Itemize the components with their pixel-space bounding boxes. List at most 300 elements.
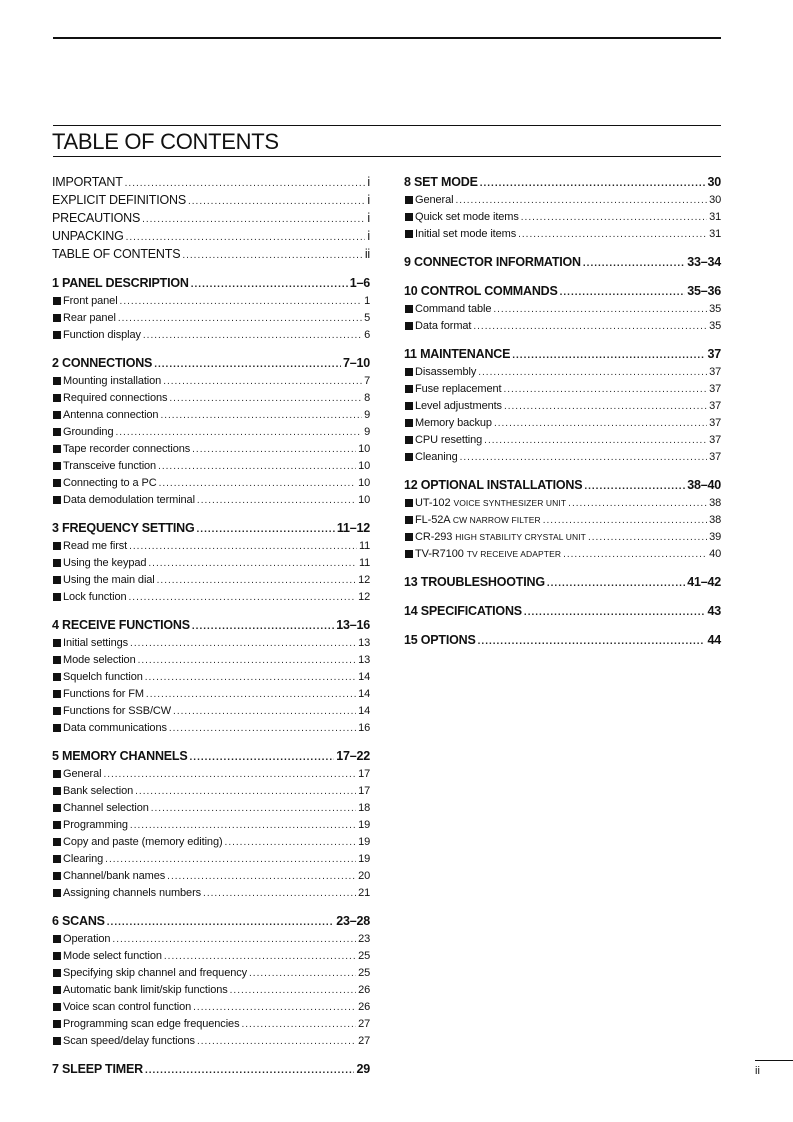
- toc-subsection-entry-page: 38: [709, 497, 721, 509]
- dot-leader: [130, 818, 356, 834]
- toc-subsection-entry-caption: HIGH STABILITY CRYSTAL UNIT: [455, 532, 586, 542]
- toc-section-heading-label-text: 4 RECEIVE FUNCTIONS: [52, 618, 190, 632]
- toc-subsection-entry-label: [63, 555, 146, 571]
- toc-subsection-entry[interactable]: [52, 555, 370, 572]
- toc-subsection-entry-label: [63, 635, 128, 651]
- dot-leader: [473, 319, 707, 335]
- toc-subsection-entry-page: 31: [709, 228, 721, 240]
- toc-section-heading-label-text: 2 CONNECTIONS: [52, 356, 153, 370]
- toc-subsection-entry[interactable]: [52, 999, 370, 1016]
- dot-leader: [197, 522, 335, 538]
- toc-subsection-entry-label: [63, 783, 133, 799]
- toc-left-column: [52, 174, 370, 1079]
- toc-subsection-entry[interactable]: [52, 686, 370, 703]
- toc-subsection-entry-label: [63, 424, 113, 440]
- toc-subsection-entry-page: 26: [358, 984, 370, 996]
- toc-section-heading-label-text: 10 CONTROL COMMANDS: [404, 284, 558, 298]
- dot-leader: [125, 176, 366, 192]
- toc-section-heading-page: 37: [707, 347, 721, 361]
- toc-subsection-entry-page: 11: [358, 557, 370, 569]
- toc-subsection-entry-page: 13: [358, 654, 370, 666]
- toc-front-matter-entry-label-text: IMPORTANT: [52, 175, 123, 189]
- toc-subsection-entry-label: [63, 686, 144, 702]
- toc-front-matter-entry[interactable]: [52, 192, 370, 210]
- toc-section: [52, 913, 370, 1050]
- toc-subsection-entry-label: [63, 817, 128, 833]
- toc-subsection-entry[interactable]: [52, 441, 370, 458]
- toc-section-heading-label: [52, 617, 190, 633]
- toc-front-matter-entry-label: [52, 228, 124, 244]
- toc-section-heading[interactable]: [52, 748, 370, 766]
- toc-subsection-entry-label: [415, 209, 519, 225]
- toc-subsection-entry-label-text: Disassembly: [415, 366, 477, 378]
- dot-leader: [105, 852, 356, 868]
- toc-subsection-entry-label: [63, 441, 190, 457]
- toc-subsection-entry[interactable]: [52, 766, 370, 783]
- toc-subsection-entry-label: [415, 415, 492, 431]
- toc-subsection-entry-page: 27: [358, 1035, 370, 1047]
- toc-subsection-entry[interactable]: [404, 209, 721, 226]
- dot-leader: [563, 547, 707, 563]
- dot-leader: [583, 256, 685, 272]
- toc-section: [404, 574, 721, 592]
- dot-leader: [455, 193, 707, 209]
- toc-section-heading-label-text: 9 CONNECTOR INFORMATION: [404, 255, 581, 269]
- toc-section-heading[interactable]: [404, 283, 721, 301]
- dot-leader: [151, 801, 356, 817]
- toc-subsection-entry-label-text: Level adjustments: [415, 400, 502, 412]
- toc-section-heading-page: 7–10: [342, 356, 370, 370]
- toc-subsection-entry[interactable]: [404, 381, 721, 398]
- dot-leader: [129, 590, 357, 606]
- toc-subsection-entry-page: 21: [358, 887, 370, 899]
- toc-subsection-entry-page: 37: [709, 451, 721, 463]
- toc-section: [52, 275, 370, 344]
- toc-subsection-entry-label-text: Channel/bank names: [63, 870, 166, 882]
- dot-leader: [145, 670, 356, 686]
- toc-subsection-entry-label-text: Grounding: [63, 426, 114, 438]
- toc-front-matter-entry-page: i: [367, 229, 370, 243]
- toc-front-matter-entry[interactable]: [52, 174, 370, 192]
- toc-front-matter-entry[interactable]: [52, 210, 370, 228]
- dot-leader: [169, 721, 356, 737]
- dot-leader: [146, 687, 356, 703]
- toc-subsection-entry-label-text: Quick set mode items: [415, 211, 519, 223]
- toc-section-heading[interactable]: [404, 254, 721, 272]
- toc-subsection-entry-page: 9: [364, 426, 370, 438]
- toc-section-heading-label-text: 12 OPTIONAL INSTALLATIONS: [404, 478, 583, 492]
- toc-subsection-entry[interactable]: [52, 885, 370, 902]
- toc-front-matter-entry-page: i: [367, 211, 370, 225]
- toc-subsection-entry-label: [415, 364, 476, 380]
- toc-subsection-entry-label: [63, 703, 171, 719]
- dot-leader: [460, 450, 708, 466]
- toc-subsection-entry-label: [63, 965, 247, 981]
- toc-subsection-entry-label: [63, 669, 143, 685]
- toc-subsection-entry-label-text: UT-102: [415, 497, 451, 509]
- toc-section-heading-label-text: 6 SCANS: [52, 914, 105, 928]
- toc-section-heading-label: [404, 174, 478, 190]
- toc-section-heading-label-text: 11 MAINTENANCE: [404, 347, 511, 361]
- toc-section-heading-label: [404, 632, 476, 648]
- toc-section-heading-label-text: 13 TROUBLESHOOTING: [404, 575, 545, 589]
- toc-subsection-entry-label: [63, 948, 162, 964]
- toc-subsection-entry-label-text: Transceive function: [63, 460, 157, 472]
- toc-subsection-entry-page: 18: [358, 802, 370, 814]
- toc-subsection-entry[interactable]: [404, 529, 721, 546]
- toc-subsection-entry-label: [63, 999, 191, 1015]
- dot-leader: [521, 210, 707, 226]
- toc-subsection-entry-page: 20: [358, 870, 370, 882]
- toc-subsection-entry-page: 14: [358, 671, 370, 683]
- toc-section-heading[interactable]: [404, 603, 721, 621]
- toc-section-heading-label-text: 3 FREQUENCY SETTING: [52, 521, 195, 535]
- dot-leader: [129, 539, 357, 555]
- toc-subsection-entry-page: 19: [358, 853, 370, 865]
- toc-right-column: [404, 174, 721, 650]
- toc-subsection-entry-page: 9: [364, 409, 370, 421]
- toc-subsection-entry-label: [63, 766, 101, 782]
- toc-section-heading[interactable]: [404, 174, 721, 192]
- toc-subsection-entry[interactable]: [404, 512, 721, 529]
- toc-subsection-entry[interactable]: [52, 458, 370, 475]
- toc-subsection-entry-label-text: Command table: [415, 303, 492, 315]
- page-number-rule: [755, 1060, 793, 1061]
- toc-section: [404, 632, 721, 650]
- dot-leader: [120, 294, 363, 310]
- dot-leader: [249, 966, 356, 982]
- toc-subsection-entry-page: 38: [709, 514, 721, 526]
- toc-subsection-entry-label-text: CR-293: [415, 531, 453, 543]
- toc-section-heading[interactable]: [52, 1061, 370, 1079]
- toc-section: [404, 603, 721, 621]
- toc-subsection-entry[interactable]: [404, 546, 721, 563]
- toc-subsection-entry-page: 37: [709, 400, 721, 412]
- toc-subsection-entry-label: [63, 931, 110, 947]
- toc-section-heading-page: 13–16: [336, 618, 370, 632]
- toc-subsection-entry-caption: CW NARROW FILTER: [452, 515, 541, 525]
- toc-subsection-entry-label-text: Memory backup: [415, 417, 492, 429]
- toc-subsection-entry[interactable]: [52, 982, 370, 999]
- dot-leader: [164, 949, 356, 965]
- toc-section-heading-label: [52, 1061, 143, 1077]
- dot-leader: [142, 212, 365, 228]
- toc-subsection-entry[interactable]: [52, 948, 370, 965]
- dot-leader: [584, 479, 685, 495]
- toc-subsection-entry[interactable]: [52, 703, 370, 720]
- dot-leader: [197, 1034, 356, 1050]
- dot-leader: [560, 285, 686, 301]
- toc-subsection-entry-label: [63, 458, 156, 474]
- toc-subsection-entry-label: [63, 868, 165, 884]
- toc-subsection-entry-page: 12: [358, 591, 370, 603]
- toc-subsection-entry[interactable]: [52, 783, 370, 800]
- toc-subsection-entry-label-text: Antenna connection: [63, 409, 159, 421]
- toc-section-heading[interactable]: [52, 355, 370, 373]
- toc-section-heading[interactable]: [52, 520, 370, 538]
- dot-leader: [154, 357, 341, 373]
- toc-subsection-entry[interactable]: [52, 851, 370, 868]
- toc-subsection-entry-label-text: Rear panel: [63, 312, 116, 324]
- toc-subsection-entry[interactable]: [52, 720, 370, 737]
- toc-section: [404, 283, 721, 335]
- toc-subsection-entry-page: 25: [358, 967, 370, 979]
- toc-subsection-entry-page: 37: [709, 366, 721, 378]
- toc-section: [404, 346, 721, 466]
- dot-leader: [494, 416, 707, 432]
- toc-section-heading[interactable]: [52, 617, 370, 635]
- toc-subsection-entry-label-text: Connecting to a PC: [63, 477, 157, 489]
- toc-subsection-entry-page: 37: [709, 417, 721, 429]
- toc-subsection-entry[interactable]: [52, 635, 370, 652]
- toc-subsection-entry[interactable]: [404, 318, 721, 335]
- toc-subsection-entry[interactable]: [52, 390, 370, 407]
- dot-leader: [159, 476, 357, 492]
- dot-leader: [480, 176, 706, 192]
- toc-subsection-entry-label-text: Automatic bank limit/skip functions: [63, 984, 228, 996]
- toc-front-matter-entry-label-text: TABLE OF CONTENTS: [52, 247, 181, 261]
- toc-subsection-entry[interactable]: [52, 424, 370, 441]
- dot-leader: [512, 348, 705, 364]
- toc-subsection-entry-page: 39: [709, 531, 721, 543]
- dot-leader: [503, 382, 707, 398]
- title-rule-bottom: [53, 156, 721, 157]
- toc-subsection-entry[interactable]: [404, 449, 721, 466]
- toc-section-heading-label-text: 5 MEMORY CHANNELS: [52, 749, 188, 763]
- page-title: TABLE OF CONTENTS: [52, 129, 279, 154]
- toc-subsection-entry-label-text: Operation: [63, 933, 111, 945]
- toc-subsection-entry-label: [63, 310, 116, 326]
- toc-subsection-entry-page: 14: [358, 705, 370, 717]
- toc-subsection-entry-page: 19: [358, 836, 370, 848]
- dot-leader: [163, 374, 362, 390]
- toc-subsection-entry-label-text: Initial set mode items: [415, 228, 517, 240]
- dot-leader: [478, 365, 707, 381]
- dot-leader: [192, 619, 334, 635]
- toc-section-heading-label: [52, 913, 105, 929]
- dot-leader: [138, 653, 357, 669]
- toc-subsection-entry[interactable]: [52, 868, 370, 885]
- toc-subsection-entry[interactable]: [52, 327, 370, 344]
- toc-subsection-entry-label-text: Programming scan edge frequencies: [63, 1018, 240, 1030]
- toc-subsection-entry[interactable]: [404, 398, 721, 415]
- toc-section: [52, 1061, 370, 1079]
- toc-section-heading-page: 1–6: [349, 276, 370, 290]
- toc-subsection-entry-label-text: Initial settings: [63, 637, 129, 649]
- toc-subsection-entry-label-text: Assigning channels numbers: [63, 887, 202, 899]
- toc-subsection-entry-label: [63, 475, 157, 491]
- toc-subsection-entry-label: [63, 800, 149, 816]
- toc-subsection-entry-label: [63, 834, 223, 850]
- toc-section-heading-page: 35–36: [687, 284, 721, 298]
- toc-subsection-entry[interactable]: [52, 293, 370, 310]
- toc-subsection-entry[interactable]: [52, 834, 370, 851]
- toc-section: [52, 748, 370, 902]
- toc-subsection-entry-label-text: Tape recorder connections: [63, 443, 191, 455]
- dot-leader: [543, 513, 707, 529]
- toc-subsection-entry-label: [415, 432, 482, 448]
- toc-subsection-entry-label-text: Lock function: [63, 591, 127, 603]
- toc-section-heading-label: [52, 748, 188, 764]
- toc-subsection-entry[interactable]: [404, 432, 721, 449]
- toc-subsection-entry-label-text: Mounting installation: [63, 375, 162, 387]
- toc-section-heading-label: [52, 275, 189, 291]
- dot-leader: [173, 704, 356, 720]
- toc-subsection-entry-label-text: Bank selection: [63, 785, 134, 797]
- toc-subsection-entry[interactable]: [52, 1016, 370, 1033]
- dot-leader: [192, 442, 356, 458]
- toc-subsection-entry[interactable]: [52, 310, 370, 327]
- toc-subsection-entry[interactable]: [52, 931, 370, 948]
- dot-leader: [148, 556, 357, 572]
- toc-subsection-entry-label-text: Mode select function: [63, 950, 162, 962]
- toc-subsection-entry[interactable]: [52, 373, 370, 390]
- toc-subsection-entry-label-text: Required connections: [63, 392, 168, 404]
- toc-section-heading-label-text: 14 SPECIFICATIONS: [404, 604, 522, 618]
- toc-subsection-entry[interactable]: [52, 475, 370, 492]
- header-rule: [53, 37, 721, 39]
- toc-front-matter-entry-label-text: EXPLICIT DEFINITIONS: [52, 193, 186, 207]
- toc-subsection-entry[interactable]: [52, 669, 370, 686]
- toc-subsection-entry[interactable]: [404, 226, 721, 243]
- toc-subsection-entry[interactable]: [52, 800, 370, 817]
- toc-section-heading-page: 41–42: [687, 575, 721, 589]
- toc-section: [52, 355, 370, 509]
- toc-front-matter-entry-label: [52, 246, 180, 262]
- toc-subsection-entry-page: 16: [358, 722, 370, 734]
- toc-section-heading-page: 33–34: [687, 255, 721, 269]
- toc-subsection-entry[interactable]: [52, 492, 370, 509]
- toc-subsection-entry-label-text: TV-R7100: [415, 548, 464, 560]
- toc-subsection-entry-page: 10: [358, 494, 370, 506]
- toc-subsection-entry[interactable]: [404, 364, 721, 381]
- dot-leader: [478, 634, 706, 650]
- dot-leader: [118, 311, 362, 327]
- toc-subsection-entry-caption: VOICE SYNTHESIZER UNIT: [453, 498, 567, 508]
- toc-subsection-entry-label: [415, 318, 471, 334]
- toc-section: [52, 617, 370, 737]
- dot-leader: [143, 328, 362, 344]
- toc-section-heading-page: 23–28: [336, 914, 370, 928]
- toc-section-heading-label-text: 15 OPTIONS: [404, 633, 476, 647]
- dot-leader: [126, 230, 366, 246]
- dot-leader: [160, 408, 362, 424]
- dot-leader: [588, 530, 707, 546]
- toc-subsection-entry-label: [63, 390, 167, 406]
- toc-subsection-entry[interactable]: [52, 589, 370, 606]
- toc-subsection-entry-label-text: Programming: [63, 819, 128, 831]
- toc-subsection-entry-label: [415, 301, 491, 317]
- toc-section-heading-label: [52, 520, 195, 536]
- toc-subsection-entry-label-text: Clearing: [63, 853, 104, 865]
- toc-subsection-entry-page: 14: [358, 688, 370, 700]
- toc-section-heading-label: [404, 283, 558, 299]
- toc-section-heading-label: [404, 603, 522, 619]
- toc-front-matter-entry-label: [52, 174, 123, 190]
- dot-leader: [135, 784, 356, 800]
- toc-subsection-entry[interactable]: [52, 407, 370, 424]
- toc-section-heading-page: 29: [356, 1062, 370, 1076]
- toc-front-matter-entry[interactable]: [52, 228, 370, 246]
- toc-subsection-entry-label: [63, 1033, 195, 1049]
- toc-subsection-entry-page: 6: [364, 329, 370, 341]
- toc-subsection-entry-label: [63, 851, 103, 867]
- toc-subsection-entry[interactable]: [404, 495, 721, 512]
- toc-subsection-entry-label: [63, 327, 141, 343]
- dot-leader: [493, 302, 707, 318]
- toc-subsection-entry[interactable]: [52, 817, 370, 834]
- toc-front-matter-entry[interactable]: [52, 246, 370, 264]
- dot-leader: [504, 399, 707, 415]
- dot-leader: [225, 835, 357, 851]
- toc-subsection-entry-page: 1: [364, 295, 370, 307]
- dot-leader: [130, 636, 356, 652]
- toc-subsection-entry-page: 19: [358, 819, 370, 831]
- toc-subsection-entry-page: 17: [358, 768, 370, 780]
- toc-subsection-entry-label-text: General: [63, 768, 102, 780]
- dot-leader: [518, 227, 707, 243]
- toc-section-heading-label: [404, 346, 510, 362]
- toc-subsection-entry-label-text: Data demodulation terminal: [63, 494, 195, 506]
- toc-subsection-entry-label: [415, 449, 458, 465]
- toc-subsection-entry-page: 25: [358, 950, 370, 962]
- toc-subsection-entry-page: 23: [358, 933, 370, 945]
- toc-subsection-entry-label: [415, 192, 453, 208]
- dot-leader: [193, 1000, 356, 1016]
- toc-subsection-entry-label-text: Front panel: [63, 295, 118, 307]
- dot-leader: [190, 750, 335, 766]
- toc-subsection-entry-label: [415, 381, 501, 397]
- toc-section-heading[interactable]: [52, 275, 370, 293]
- toc-subsection-entry-label-text: Using the keypad: [63, 557, 147, 569]
- toc-subsection-entry[interactable]: [52, 965, 370, 982]
- toc-section-heading[interactable]: [404, 632, 721, 650]
- toc-subsection-entry-page: 26: [358, 1001, 370, 1013]
- toc-subsection-entry-label-text: Squelch function: [63, 671, 143, 683]
- toc-section-heading[interactable]: [404, 574, 721, 592]
- toc-section-heading-page: 38–40: [687, 478, 721, 492]
- toc-section-heading[interactable]: [52, 913, 370, 931]
- toc-subsection-entry-label-text: Using the main dial: [63, 574, 155, 586]
- toc-subsection-entry[interactable]: [404, 415, 721, 432]
- toc-subsection-entry-page: 7: [364, 375, 370, 387]
- page-number: ii: [755, 1065, 760, 1077]
- toc-subsection-entry[interactable]: [52, 652, 370, 669]
- toc-subsection-entry-label-text: Voice scan control function: [63, 1001, 192, 1013]
- toc-subsection-entry-label-text: Cleaning: [415, 451, 458, 463]
- toc-subsection-entry-label-text: Copy and paste (memory editing): [63, 836, 223, 848]
- toc-subsection-entry-label: [63, 572, 155, 588]
- toc-subsection-entry-label: [63, 293, 118, 309]
- toc-section-heading[interactable]: [404, 346, 721, 364]
- toc-subsection-entry[interactable]: [52, 1033, 370, 1050]
- toc-subsection-entry-label-text: Mode selection: [63, 654, 136, 666]
- toc-subsection-entry-page: 13: [358, 637, 370, 649]
- toc-subsection-entry[interactable]: [52, 572, 370, 589]
- toc-subsection-entry-label-text: Fuse replacement: [415, 383, 502, 395]
- toc-subsection-entry-label: [415, 529, 586, 545]
- toc-subsection-entry-page: 31: [709, 211, 721, 223]
- toc-subsection-entry-label: [63, 492, 195, 508]
- dot-leader: [112, 932, 356, 948]
- toc-subsection-entry[interactable]: [52, 538, 370, 555]
- toc-section-heading[interactable]: [404, 477, 721, 495]
- toc-section-heading-page: 44: [707, 633, 721, 647]
- toc-subsection-entry[interactable]: [404, 301, 721, 318]
- toc-subsection-entry-label: [63, 982, 228, 998]
- toc-subsection-entry[interactable]: [404, 192, 721, 209]
- toc-subsection-entry-page: 8: [364, 392, 370, 404]
